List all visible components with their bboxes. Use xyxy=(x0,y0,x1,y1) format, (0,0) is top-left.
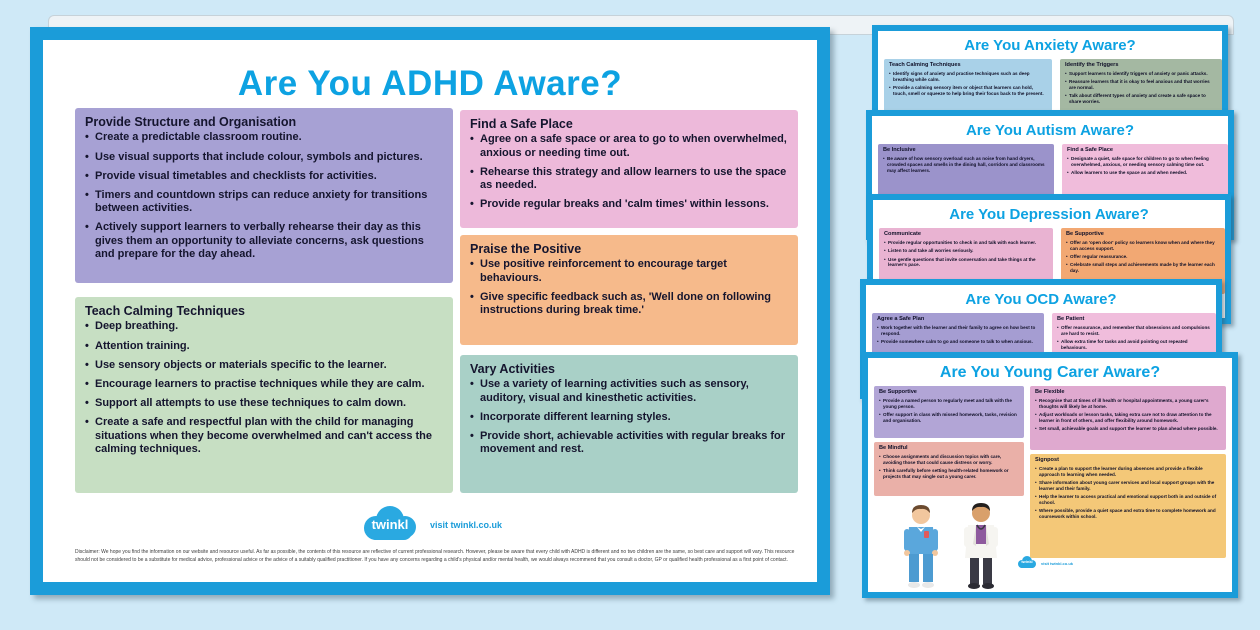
bullet-item: • Use sensory objects or materials specific to the learner. xyxy=(85,358,387,371)
mini-box-heading: Be Mindful xyxy=(879,445,908,451)
mini-box-heading: Communicate xyxy=(884,231,921,237)
section-bullet-list xyxy=(85,131,443,261)
bullet-item: • Offer reassurance, and remember that obsessions and compulsions are hard to resist. xyxy=(1057,325,1210,336)
nurse-and-doctor-figures xyxy=(876,498,1026,590)
section-teach-calming xyxy=(75,297,453,493)
young-carer-poster-title: Are You Young Carer Aware? xyxy=(939,364,1161,381)
bullet-item: • Provide somewhere calm to go and someone to talk to when anxious. xyxy=(877,339,1033,345)
section-bullet-list xyxy=(470,378,788,456)
bullet-item: • Talk about different types of anxiety and create a safe space to share worries. xyxy=(1065,93,1206,105)
mini-bullet-list xyxy=(1066,240,1220,274)
young-carer-poster-card[interactable] xyxy=(862,352,1238,598)
mini-bullet-list xyxy=(879,398,1019,423)
bullet-item: • Offer regular reassurance. xyxy=(1066,254,1128,260)
mini-bullet-list xyxy=(883,156,1049,173)
bullet-item: • Provide regular breaks and 'calm times' within lessons. xyxy=(470,198,769,211)
young-carer-box-supportive xyxy=(874,386,1024,438)
bullet-item: • Use gentle questions that invite conversation and take things at the learner's pace. xyxy=(884,256,1036,268)
mini-box-heading: Teach Calming Techniques xyxy=(889,62,961,68)
section-bullet-list xyxy=(85,320,443,456)
section-title: Provide Structure and Organisation xyxy=(85,115,297,129)
bullet-item: • Provide regular opportunities to check in and talk with each learner. xyxy=(884,240,1037,246)
page-title: Are You ADHD Aware? xyxy=(237,64,623,103)
twinkl-logo-text-small: twinkl xyxy=(1021,559,1033,564)
section-structure-organisation xyxy=(75,108,453,283)
bullet-item: • Use visual supports that include colour, symbols and pictures. xyxy=(85,150,423,163)
bullet-item: • Choose assignments and discussion topics with care, avoiding those that could cause distress or worry. xyxy=(879,454,1002,465)
twinkl-logo-small xyxy=(1016,556,1073,570)
bullet-item: • Provide a calming sensory item or object that learners can hold, touch, smell or squeeze to help bring their focus back to the present. xyxy=(889,85,1044,96)
bullet-item: • Agree on a safe space or area to go to when overwhelmed, anxious or needing time out. xyxy=(470,133,787,159)
mini-bullet-list xyxy=(1057,325,1211,350)
bullet-item: • Rehearse this strategy and allow learners to use the space as needed. xyxy=(470,165,787,191)
bullet-item: • Create a safe and respectful plan with the child for managing situations when they become overwhelmed and can't access the calming techniques. xyxy=(85,416,432,455)
bullet-item: • Listen to and take all worries seriously. xyxy=(884,248,974,254)
bullet-item: • Deep breathing. xyxy=(85,320,179,333)
section-title: Vary Activities xyxy=(470,362,556,376)
bullet-item: • Celebrate small steps and achievements made by the learner each day. xyxy=(1066,262,1215,274)
young-carer-box-signpost xyxy=(1030,454,1226,558)
bullet-item: • Give specific feedback such as, 'Well done on following instructions during break time.' xyxy=(470,290,771,316)
bullet-item: • Timers and countdown strips can reduce anxiety for transitions between activities. xyxy=(85,188,428,215)
adhd-poster-inner xyxy=(43,40,817,582)
section-find-safe-place xyxy=(460,110,798,228)
mini-box-heading: Be Patient xyxy=(1057,316,1085,322)
bullet-item: • Help the learner to access practical and emotional support both in and outside of school. xyxy=(1035,494,1217,505)
bullet-item: • Provide a named person to regularly meet and talk with the young person. xyxy=(879,398,1012,409)
section-praise-positive xyxy=(460,235,798,345)
mini-box-heading: Be Supportive xyxy=(1066,231,1104,237)
twinkl-logo xyxy=(358,504,502,546)
bullet-item: • Think carefully before setting health-related homework or projects that may single out a young carer. xyxy=(879,468,1009,479)
young-carer-box-mindful xyxy=(874,442,1024,496)
bullet-item: • Encourage learners to practise techniques while they are calm. xyxy=(85,377,425,390)
disclaimer-text: Disclaimer: We hope you find the information on our website and resource useful. As far as possible, the contents of this resource are reflective of current professional research. However, please be aware that every child with ADHD is different and no two children are the same, so best care and support will vary. This resource should not be considered to be a substitute for medical advice, professional advice or the advice of a suitably qualified practitioner. If you have any concerns regarding a child's physical and/or mental health, we would always recommend that you consult a doctor, GP or qualified health professional as a first point of contact. xyxy=(75,549,795,563)
bullet-item: • Where possible, provide a quiet space and extra time to complete homework and coursework within school. xyxy=(1035,508,1216,519)
section-title: Praise the Positive xyxy=(470,242,582,256)
mini-bullet-list xyxy=(889,71,1047,96)
mini-bullet-list xyxy=(884,240,1048,268)
section-vary-activities xyxy=(460,355,798,493)
mini-bullet-list xyxy=(879,454,1019,479)
bullet-item: • Use a variety of learning activities such as sensory, auditory, visual and kinesthetic activities. xyxy=(470,378,749,404)
bullet-item: • Identify signs of anxiety and practise techniques such as deep breathing while calm. xyxy=(889,71,1030,82)
section-title: Find a Safe Place xyxy=(470,117,573,131)
twinkl-cloud-icon-small xyxy=(1016,556,1038,570)
bullet-item: • Allow learners to use the space as and when needed. xyxy=(1067,170,1188,176)
depression-poster-title: Are You Depression Aware? xyxy=(949,206,1149,223)
section-bullet-list xyxy=(470,133,788,211)
bullet-item: • Provide visual timetables and checklists for activities. xyxy=(85,169,377,182)
bullet-item: • Set small, achievable goals and support the learner to plan ahead where possible. xyxy=(1035,426,1218,432)
twinkl-cloud-icon xyxy=(358,504,422,546)
adhd-poster xyxy=(30,27,830,595)
bullet-item: • Be aware of how sensory overload such as noise from hand dryers, crowded spaces and smells in the dining hall, corridors and classrooms may affect learners. xyxy=(883,156,1045,173)
mini-bullet-list xyxy=(1067,156,1223,176)
bullet-item: • Use positive reinforcement to encourage target behaviours. xyxy=(470,258,727,284)
bullet-item: • Attention training. xyxy=(85,339,190,352)
mini-box-heading: Signpost xyxy=(1035,457,1059,463)
mini-box-heading: Be Inclusive xyxy=(883,147,916,153)
ocd-poster-title: Are You OCD Aware? xyxy=(965,291,1117,308)
bullet-item: • Recognise that at times of ill health or hospital appointments, a young carer's thoughts will likely be at home. xyxy=(1035,398,1209,409)
mini-box-heading: Find a Safe Place xyxy=(1067,147,1114,153)
visit-twinkl-link-small: visit twinkl.co.uk xyxy=(1041,560,1074,566)
mini-box-heading: Identify the Triggers xyxy=(1065,62,1119,68)
twinkl-logo-text: twinkl xyxy=(371,517,409,532)
bullet-item: • Adjust workloads or lesson tasks, taking extra care not to draw attention to the learner in front of others, and offer flexibility around homework. xyxy=(1035,412,1212,423)
bullet-item: • Incorporate different learning styles. xyxy=(470,410,671,423)
bullet-item: • Reassure learners that it is okay to feel anxious and that worries are normal. xyxy=(1065,79,1210,91)
bullet-item: • Actively support learners to verbally rehearse their day as this gives them an opportunity to alleviate concerns, ask questions and prepare for the day ahead. xyxy=(85,221,424,260)
autism-poster-title: Are You Autism Aware? xyxy=(965,122,1135,139)
visit-twinkl-link[interactable]: visit twinkl.co.uk xyxy=(429,520,503,530)
bullet-item: • Create a plan to support the learner during absences and provide a flexible approach to learning when needed. xyxy=(1035,466,1203,477)
mini-bullet-list xyxy=(1035,398,1221,432)
mini-bullet-list xyxy=(1065,71,1217,105)
bullet-item: • Allow extra time for tasks and avoid pointing out repeated behaviours. xyxy=(1057,339,1188,350)
mini-box-heading: Be Supportive xyxy=(879,389,917,395)
mini-bullet-list xyxy=(877,325,1039,345)
healthcare-workers-illustration xyxy=(876,498,1026,590)
mini-box-heading: Be Flexible xyxy=(1035,389,1065,395)
bullet-item: • Offer an 'open door' policy so learners know when and where they can access support. xyxy=(1066,240,1215,251)
bullet-item: • Designate a quiet, safe space for children to go to when feeling overwhelmed, anxious, or needing sensory calming time out. xyxy=(1067,156,1209,167)
bullet-item: • Offer support in class with missed homework, tasks, revision and organisation. xyxy=(879,412,1017,423)
mini-bullet-list xyxy=(1035,466,1221,519)
bullet-item: • Work together with the learner and their family to agree on how best to respond. xyxy=(877,325,1036,336)
bullet-item: • Provide short, achievable activities with regular breaks for movement and rest. xyxy=(470,429,786,456)
bullet-item: • Share information about young carer services and local support groups with the learner and their family. xyxy=(1035,480,1215,491)
mini-box-heading: Agree a Safe Plan xyxy=(877,316,925,322)
young-carer-box-flexible xyxy=(1030,386,1226,450)
bullet-item: • Support learners to identify triggers of anxiety or panic attacks. xyxy=(1065,71,1208,77)
anxiety-poster-title: Are You Anxiety Aware? xyxy=(964,37,1136,54)
bullet-item: • Support all attempts to use these techniques to calm down. xyxy=(85,397,407,410)
section-bullet-list xyxy=(470,258,788,317)
section-title: Teach Calming Techniques xyxy=(85,304,245,318)
bullet-item: • Create a predictable classroom routine. xyxy=(85,131,302,144)
